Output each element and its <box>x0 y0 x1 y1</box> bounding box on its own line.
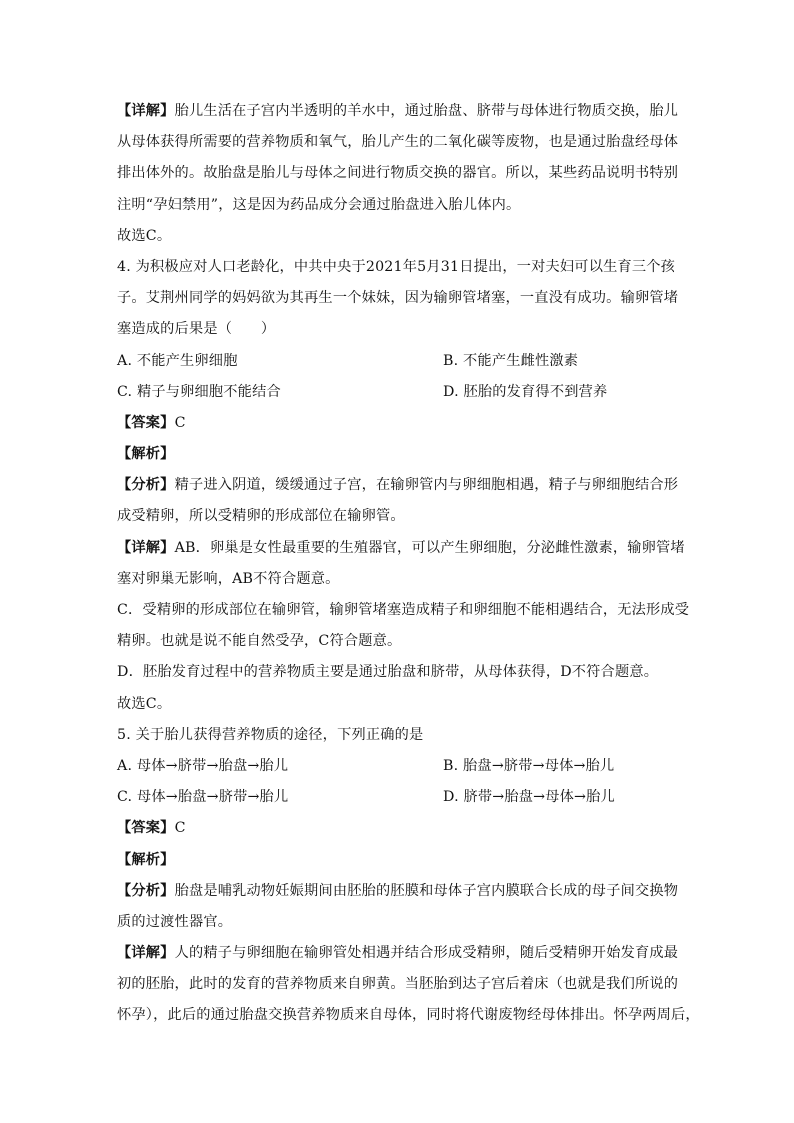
q4-explain-line-1: 【详解】AB．卵巢是女性最重要的生殖器官，可以产生卵细胞，分泌雌性激素，输卵管堵 <box>117 539 685 556</box>
q4-answer-tag: 【答案】 <box>117 414 175 431</box>
q5-fenxi-tag: 【分析】 <box>117 882 175 899</box>
q4-explain-line-4: 精卵。也就是说不能自然受孕，C符合题意。 <box>117 633 402 650</box>
q3-conclusion: 故选C。 <box>117 227 172 244</box>
q5-fenxi-line-2: 质的过渡性器官。 <box>117 913 233 930</box>
q3-explain-tag: 【详解】 <box>117 103 175 119</box>
q5-options-row-1 <box>117 751 687 782</box>
q5-answer-tag: 【答案】 <box>117 820 175 837</box>
q5-option-a: A. 母体→脐带→胎盘→胎儿 <box>117 757 289 774</box>
q5-options-row-2 <box>117 782 687 813</box>
q5-explain-tag: 【详解】 <box>117 945 175 962</box>
q5-explain-line-3: 怀孕），此后的通过胎盘交换营养物质来自母体，同时将代谢废物经母体排出。怀孕两周后， <box>117 1007 700 1024</box>
document-page <box>117 96 700 1032</box>
q5-option-b: B. 胎盘→脐带→母体→胎儿 <box>443 757 615 774</box>
q4-option-a: A. 不能产生卵细胞 <box>117 352 238 369</box>
q5-fenxi-line-1: 【分析】胎盘是哺乳动物妊娠期间由胚胎的胚膜和母体子宫内膜联合长成的母子间交换物 <box>117 882 679 899</box>
q3-explain-line-2: 从母体获得所需要的营养物质和氧气，胎儿产生的二氧化碳等废物，也是通过胎盘经母体 <box>117 134 679 151</box>
q4-explain-line-5: D．胚胎发育过程中的营养物质主要是通过胎盘和脐带，从母体获得，D不符合题意。 <box>117 664 659 681</box>
q4-fenxi-line-2: 成受精卵，所以受精卵的形成部位在输卵管。 <box>117 508 405 525</box>
q3-explain-line-4: 注明“孕妇禁用”，这是因为药品成分会通过胎盘进入胎儿体内。 <box>117 196 521 213</box>
q4-options-row-1 <box>117 346 687 377</box>
q5-explain-line-1: 【详解】人的精子与卵细胞在输卵管处相遇并结合形成受精卵，随后受精卵开始发育成最 <box>117 945 679 962</box>
q4-answer <box>117 408 687 439</box>
q4-explain-line-2: 塞对卵巢无影响，AB不符合题意。 <box>117 570 340 587</box>
q4-stem-line-3: 塞造成的后果是（ ） <box>117 321 276 338</box>
q4-fenxi-tag: 【分析】 <box>117 477 175 494</box>
q5-answer-value: C <box>174 820 186 837</box>
q5-explain-line-2: 初的胚胎，此时的发育的营养物质来自卵黄。当胚胎到达子宫后着床（也就是我们所说的 <box>117 976 679 993</box>
q5-option-d: D. 脐带→胎盘→母体→胎儿 <box>443 789 615 806</box>
q5-answer <box>117 813 687 844</box>
q5-analysis-tag: 【解析】 <box>117 851 175 868</box>
q3-explain-line-3: 排出体外的。故胎盘是胎儿与母体之间进行物质交换的器官。所以，某些药品说明书特别 <box>117 165 679 182</box>
q4-explain-line-3: C．受精卵的形成部位在输卵管，输卵管堵塞造成精子和卵细胞不能相遇结合，无法形成受 <box>117 602 690 618</box>
q4-stem-line-2: 子。艾荆州同学的妈妈欲为其再生一个妹妹，因为输卵管堵塞，一直没有成功。输卵管堵 <box>117 290 679 307</box>
q5-option-c: C. 母体→胎盘→脐带→胎儿 <box>117 789 289 806</box>
q4-option-d: D. 胚胎的发育得不到营养 <box>443 383 608 400</box>
q4-analysis-tag: 【解析】 <box>117 446 175 463</box>
q4-explain-tag: 【详解】 <box>117 539 175 556</box>
q4-conclusion: 故选C。 <box>117 695 172 712</box>
q4-option-c: C. 精子与卵细胞不能结合 <box>117 383 281 400</box>
q4-fenxi-line-1: 【分析】精子进入阴道，缓缓通过子宫，在输卵管内与卵细胞相遇，精子与卵细胞结合形 <box>117 477 679 494</box>
q4-stem-line-1: 4. 为积极应对人口老龄化，中共中央于2021年5月31日提出，一对夫妇可以生育三个孩 <box>117 258 676 275</box>
q5-stem: 5. 关于胎儿获得营养物质的途径，下列正确的是 <box>117 726 424 743</box>
q3-explain-line-1: 【详解】胎儿生活在子宫内半透明的羊水中，通过胎盘、脐带与母体进行物质交换，胎儿 <box>117 103 679 119</box>
q4-option-b: B. 不能产生雌性激素 <box>443 352 579 369</box>
q4-options-row-2 <box>117 377 687 408</box>
q4-answer-value: C <box>174 414 186 431</box>
